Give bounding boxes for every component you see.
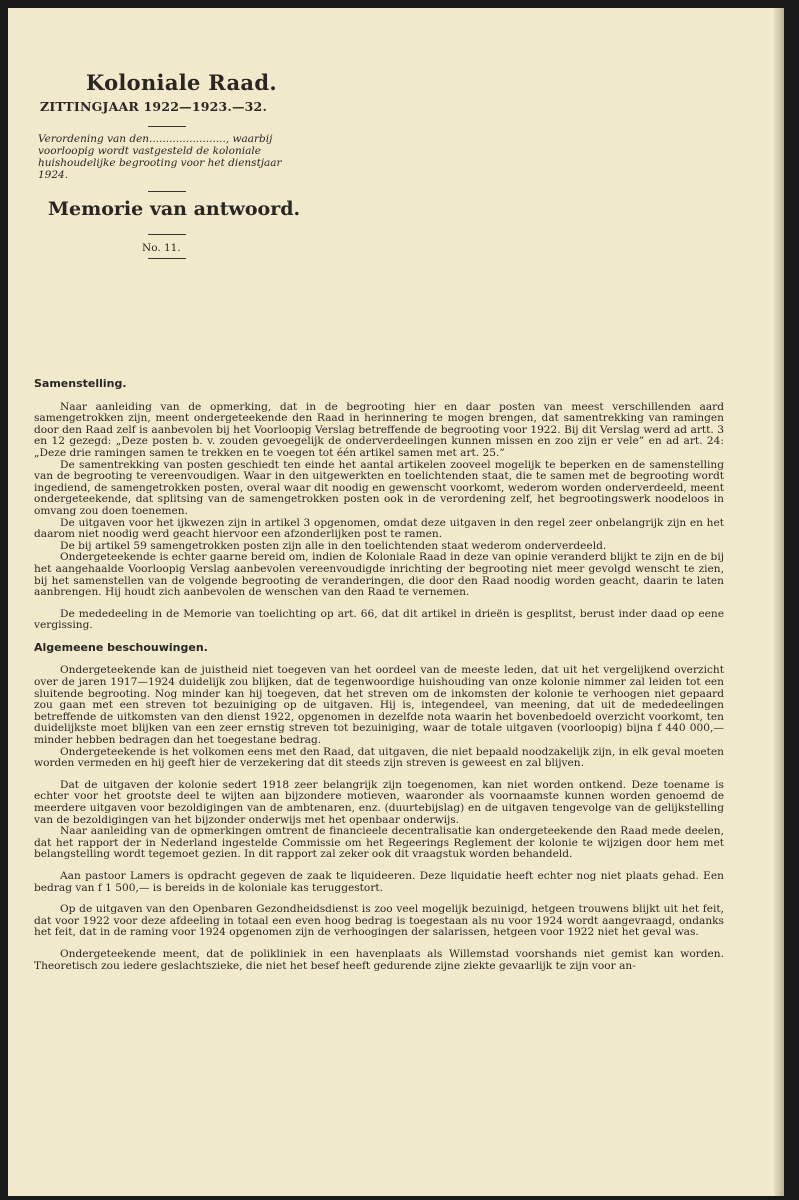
paragraph: De samentrekking van posten geschiedt ten einde het aantal artikelen zooveel mogelijk te beperken en de samenstelling van de begrooting te vereenvoudigen. Waar in den uitgewerkten en toelichtenden staat, die te samen met de begrooting wordt ingediend, de samengetrokken posten, overal waar dit noodig en gewenscht voorkomt, wederom worden onderverdeeld, meent ondergeteekende, dat splitsing van de samengetrokken posten ook in de verordening zelf, het begrootingswerk noodeloos in omvang zou doen toenemen. (34, 458, 724, 517)
divider-rule (148, 258, 186, 259)
paragraph: De uitgaven voor het ijkwezen zijn in artikel 3 opgenomen, omdat deze uitgaven in den regel zeer onbelangrijk zijn en het daarom niet noodig werd geacht hiervoor een afzonderlijken post te ramen. (34, 516, 724, 541)
document-number: No. 11. (142, 242, 181, 254)
document-body (34, 372, 724, 972)
divider-rule (148, 126, 186, 127)
divider-rule (148, 191, 186, 192)
paragraph: Naar aanleiding van de opmerking, dat in de begrooting hier en daar posten van meest verschillenden aard samengetrokken zijn, meent ondergeteekende den Raad in herinnering te mogen brengen, dat samentrekking van ramingen door den Raad zelf is aanbevolen bij het Voorloopig Verslag betreffende de begrooting voor 1922. Bij dit Verslag werd ad artt. 3 en 12 gezegd: „Deze posten b. v. zouden gevoegelijk de onderverdeelingen kunnen missen en zoo zijn er vele” en ad art. 24: „Deze drie ramingen samen te trekken en te voegen tot één artikel samen met art. 25.” (34, 400, 724, 459)
paragraph: Ondergeteekende kan de juistheid niet toegeven van het oordeel van de meeste leden, dat uit het vergelijkend overzicht over de jaren 1917—1924 duidelijk zou blijken, dat de tegenwoordige huishouding van onze kolonie nimmer zal leiden tot een sluitende begrooting. Nog minder kan hij toegeven, dat het streven om de inkomsten der kolonie te verhoogen niet gepaard zou gaan met een streven tot bezuiniging op de uitgaven. Hij is, integendeel, van meening, dat uit de mededeelingen betreffende de uitkomsten van den dienst 1922, opgenomen in dezelfde nota waarin het bovenbedoeld overzicht voorkomt, ten duidelijkste moet blijken van een zeer ernstig streven tot bezuiniging, waar de totale uitgaven (voorloopig) bijna f 440 000,— minder hebben bedragen dan het toegestane bedrag. (34, 664, 724, 747)
paragraph: Dat de uitgaven der kolonie sedert 1918 zeer belangrijk zijn toegenomen, kan niet worden ontkend. Deze toename is echter voor het grootste deel te wijten aan bijzondere motieven, waaronder als voornaamste kunnen worden genoemd de meerdere uitgaven voor bezoldigingen van de ambtenaren, enz. (duurtebijslag) en de uitgaven tengevolge van de gelijkstelling van de bezoldigingen van het bijzonder onderwijs met het openbaar onderwijs. (34, 778, 724, 826)
council-title: Koloniale Raad. (86, 70, 277, 95)
divider-rule (148, 234, 186, 235)
section-heading-algemeene-beschouwingen: Algemeene beschouwingen. (34, 640, 208, 654)
paragraph: Ondergeteekende is het volkomen eens met den Raad, dat uitgaven, die niet bepaald noodzakelijk zijn, in elk geval moeten worden vermeden en hij geeft hier de verzekering dat dit steeds zijn streven is geweest en zal blijven. (34, 745, 724, 770)
paragraph: De mededeeling in de Memorie van toelichting op art. 66, dat dit artikel in drieën is gesplitst, berust inder daad op eene vergissing. (34, 607, 724, 632)
page-spine-edge (774, 8, 784, 1196)
paragraph: Op de uitgaven van den Openbaren Gezondheidsdienst is zoo veel mogelijk bezuinigd, hetgeen trouwens blijkt uit het feit, dat voor 1922 voor deze afdeeling in totaal een even hoog bedrag is toegestaan als nu voor 1924 wordt aangevraagd, ondanks het feit, dat in de raming voor 1924 opgenomen zijn de verhoogingen der salarissen, hetgeen voor 1922 niet het geval was. (34, 903, 724, 939)
paragraph: Ondergeteekende is echter gaarne bereid om, indien de Koloniale Raad in deze van opinie veranderd blijkt te zijn en de bij het aangehaalde Voorloopig Verslag aanbevolen vereenvoudigde inrichting der begrooting niet meer gevolgd wenscht te zien, bij het samenstellen van de volgende begrooting de veranderingen, die door den Raad noodig worden geacht, daarin te laten aanbrengen. Hij houdt zich aanbevolen de wenschen van den Raad te vernemen. (34, 551, 724, 599)
session-year: ZITTINGJAAR 1922—1923.—32. (40, 99, 268, 114)
ordinance-subject: Verordening van den......................., waarbij voorloopig wordt vastgesteld de koloniale huishoudelijke begrooting voor het dienstjaar 1924. (38, 133, 282, 181)
document-type-title: Memorie van antwoord. (48, 198, 301, 220)
document-header (38, 70, 308, 259)
paragraph: Ondergeteekende meent, dat de polikliniek in een havenplaats als Willemstad voorshands niet gemist kan worden. Theoretisch zou iedere geslachtszieke, die niet het besef heeft gedurende zijne ziekte gevaarlijk te zijn voor an- (34, 947, 724, 972)
paragraph: Naar aanleiding van de opmerkingen omtrent de financieele decentralisatie kan ondergeteekende den Raad mede deelen, dat het rapport der in Nederland ingestelde Commissie om het Regeerings Reglement der kolonie te wijzigen door hem met belangstelling wordt tegemoet gezien. In dit rapport zal zeker ook dit vraagstuk worden behandeld. (34, 825, 724, 861)
paragraph: Aan pastoor Lamers is opdracht gegeven de zaak te liquideeren. Deze liquidatie heeft echter nog niet plaats gehad. Een bedrag van f 1 500,— is bereids in de koloniale kas teruggestort. (34, 869, 724, 894)
document-page (8, 8, 784, 1196)
section-heading-samenstelling: Samenstelling. (34, 377, 127, 390)
paragraph: De bij artikel 59 samengetrokken posten zijn alle in den toelichtenden staat wederom onderverdeeld. (60, 539, 607, 552)
